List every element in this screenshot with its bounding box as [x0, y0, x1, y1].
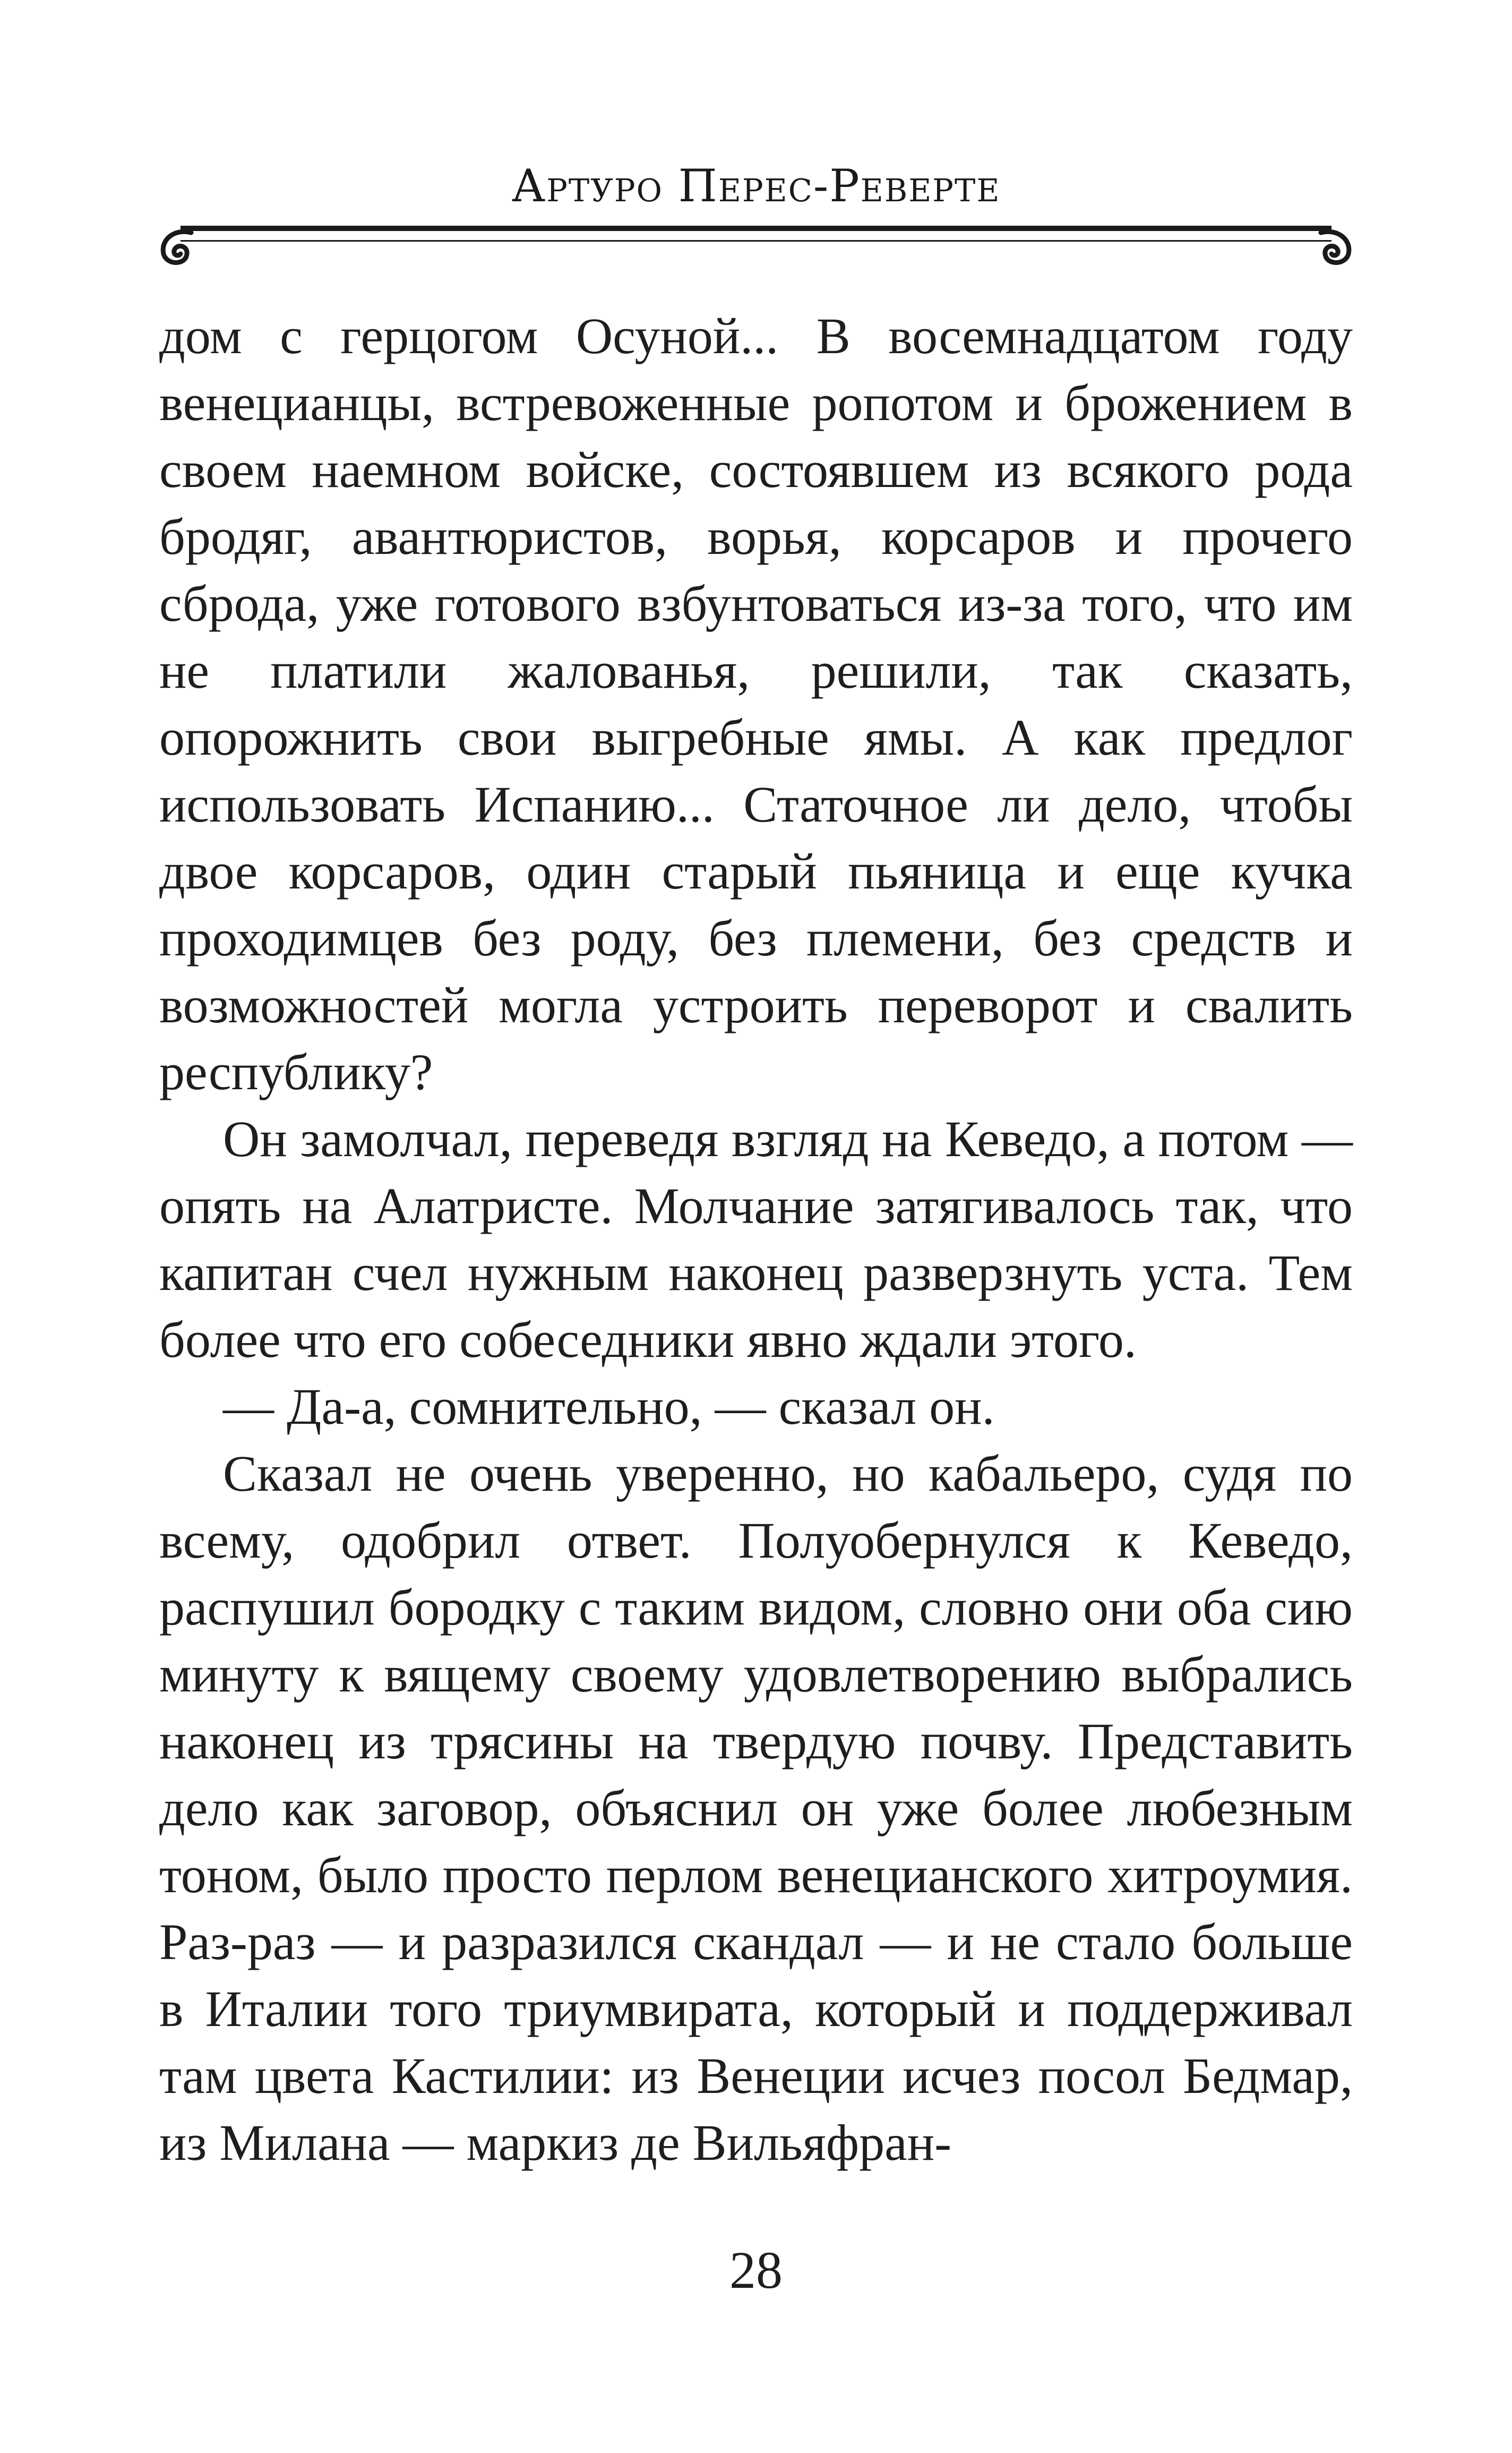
page-header [159, 154, 1353, 292]
page-number: 28 [729, 2241, 783, 2300]
paragraph-2: Он замолчал, переведя взгляд на Кеведо, а потом — опять на Алатристе. Молчание затягивалось так, что капитан счел нужным наконец разверзнуть уста. Тем более что его собеседники явно ждали этого. [159, 1110, 1353, 1368]
running-head-author: Артуро Перес-Реверте [511, 160, 1001, 212]
header-rule-thick [181, 226, 1331, 231]
header-rule-thin [181, 240, 1331, 242]
paragraph-3-dialogue: — Да-а, сомнительно, — сказал он. [223, 1378, 995, 1435]
scroll-ornament-right-icon [1310, 223, 1358, 271]
body-text [159, 303, 1353, 2176]
scroll-ornament-left-icon [154, 223, 202, 271]
paragraph-1: дом с герцогом Осуной... В восемнадцатом году венецианцы, встревоженные ропотом и брожением в своем наемном войске, состоявшем из всякого рода бродяг, авантюристов, ворья, корсаров и прочего сброда, уже готового взбунтоваться из-за того, что им не платили жалованья, решили, так сказать, опорожнить свои выгребные ямы. А как предлог использовать Испанию... Статочное ли дело, чтобы двое корсаров, один старый пьяница и еще кучка проходимцев без роду, без племени, без средств и возможностей могла устроить переворот и свалить республику? [159, 307, 1353, 1100]
paragraph-4: Сказал не очень уверенно, но кабальеро, судя по всему, одобрил ответ. Полуобернулся к Кеведо, распушил бородку с таким видом, словно они оба сию минуту к вящему своему удовлетворению выбрались наконец из трясины на твердую почву. Представить дело как заговор, объяснил он уже более любезным тоном, было просто перлом венецианского хитроумия. Раз-раз — и разразился скандал — и не стало больше в Италии того триумвирата, который и поддерживал там цвета Кастилии: из Венеции исчез посол Бедмар, из Милана — маркиз де Вильяфран- [159, 1445, 1353, 2171]
